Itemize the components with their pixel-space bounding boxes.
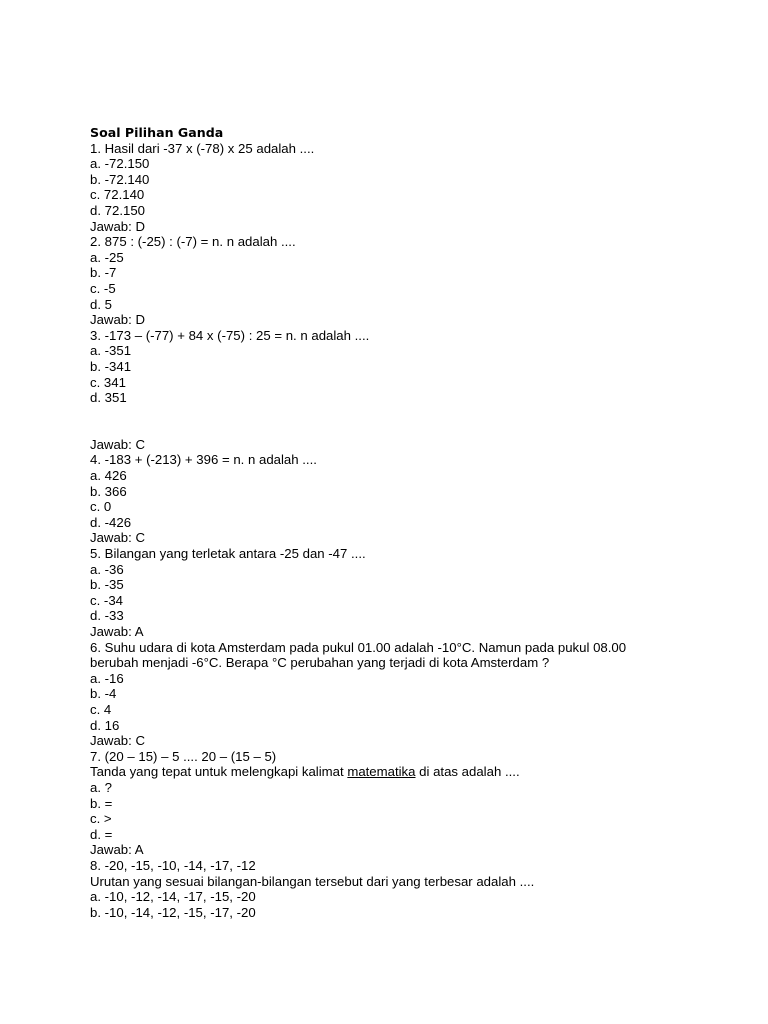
- document-line: Jawab: C: [90, 436, 145, 452]
- document-line: a. -72.150: [90, 156, 150, 172]
- document-line: b. -10, -14, -12, -15, -17, -20: [90, 904, 256, 920]
- document-line: 1. Hasil dari -37 x (-78) x 25 adalah ....: [90, 140, 315, 156]
- document-line: b. -7: [90, 265, 117, 281]
- document-line: Jawab: A: [90, 624, 144, 639]
- document-line: Urutan yang sesuai bilangan-bilangan tersebut dari yang terbesar adalah ....: [90, 873, 535, 889]
- document-line: a. -16: [90, 670, 124, 686]
- document-line: Jawab: A: [90, 842, 144, 858]
- document-line: 2. 875 : (-25) : (-7) = n. n adalah ....: [90, 234, 296, 250]
- blank-gap: [90, 406, 690, 437]
- document-line: c. 0: [90, 499, 112, 515]
- document-line: d. -33: [90, 608, 124, 624]
- document-line: a. 426: [90, 468, 127, 484]
- document-line: c. -34: [90, 592, 123, 608]
- questions-block-2: [90, 437, 690, 764]
- document-line: a. -351: [90, 343, 132, 359]
- document-line: 6. Suhu udara di kota Amsterdam pada pukul 01.00 adalah -10°C. Namun pada pukul 08.00: [90, 639, 627, 655]
- document-line: c. 341: [90, 374, 126, 390]
- document-line: d. 72.150: [90, 202, 145, 218]
- document-line: b. -35: [90, 577, 124, 593]
- document-line: c. 4: [90, 701, 112, 717]
- matematika-link[interactable]: matematika: [347, 764, 416, 780]
- document-line: Jawab: C: [90, 733, 145, 749]
- document-line: 7. (20 – 15) – 5 .... 20 – (15 – 5): [90, 748, 277, 764]
- questions-block-3: [90, 780, 690, 920]
- document-line: c. 72.140: [90, 187, 145, 203]
- document-line: a. -25: [90, 249, 124, 265]
- document-line: 5. Bilangan yang terletak antara -25 dan -47 ....: [90, 546, 366, 562]
- document-line: b. 366: [90, 483, 127, 499]
- document-line: c. >: [90, 811, 112, 827]
- document-line: d. 16: [90, 717, 120, 733]
- document-line: Jawab: C: [90, 530, 145, 546]
- document-line: 3. -173 – (-77) + 84 x (-75) : 25 = n. n adalah ....: [90, 327, 370, 343]
- document-line: b. =: [90, 795, 113, 811]
- document-line: d. 351: [90, 390, 127, 406]
- document-line: b. -4: [90, 686, 117, 702]
- q7-text-after: di atas adalah ....: [415, 764, 520, 780]
- document-line: berubah menjadi -6°C. Berapa °C perubahan yang terjadi di kota Amsterdam ?: [90, 655, 550, 671]
- document-line: b. -341: [90, 358, 132, 374]
- document-line: d. =: [90, 826, 113, 842]
- document-line: a. -36: [90, 561, 124, 577]
- document-line: d. 5: [90, 296, 112, 312]
- document-body: [90, 125, 690, 920]
- document-line: a. ?: [90, 779, 112, 795]
- questions-block-1: [90, 141, 690, 406]
- document-line: Jawab: D: [90, 218, 145, 234]
- document-line: c. -5: [90, 280, 116, 296]
- document-line: Jawab: D: [90, 312, 145, 328]
- document-line: 4. -183 + (-213) + 396 = n. n adalah ....: [90, 452, 317, 468]
- document-line: b. -72.140: [90, 171, 150, 187]
- q7-instruction: [90, 764, 690, 780]
- q7-text-before: Tanda yang tepat untuk melengkapi kalimat: [90, 764, 348, 780]
- document-title: Soal Pilihan Ganda: [90, 125, 224, 140]
- document-line: a. -10, -12, -14, -17, -15, -20: [90, 889, 256, 905]
- document-line: 8. -20, -15, -10, -14, -17, -12: [90, 857, 256, 873]
- document-line: d. -426: [90, 514, 132, 530]
